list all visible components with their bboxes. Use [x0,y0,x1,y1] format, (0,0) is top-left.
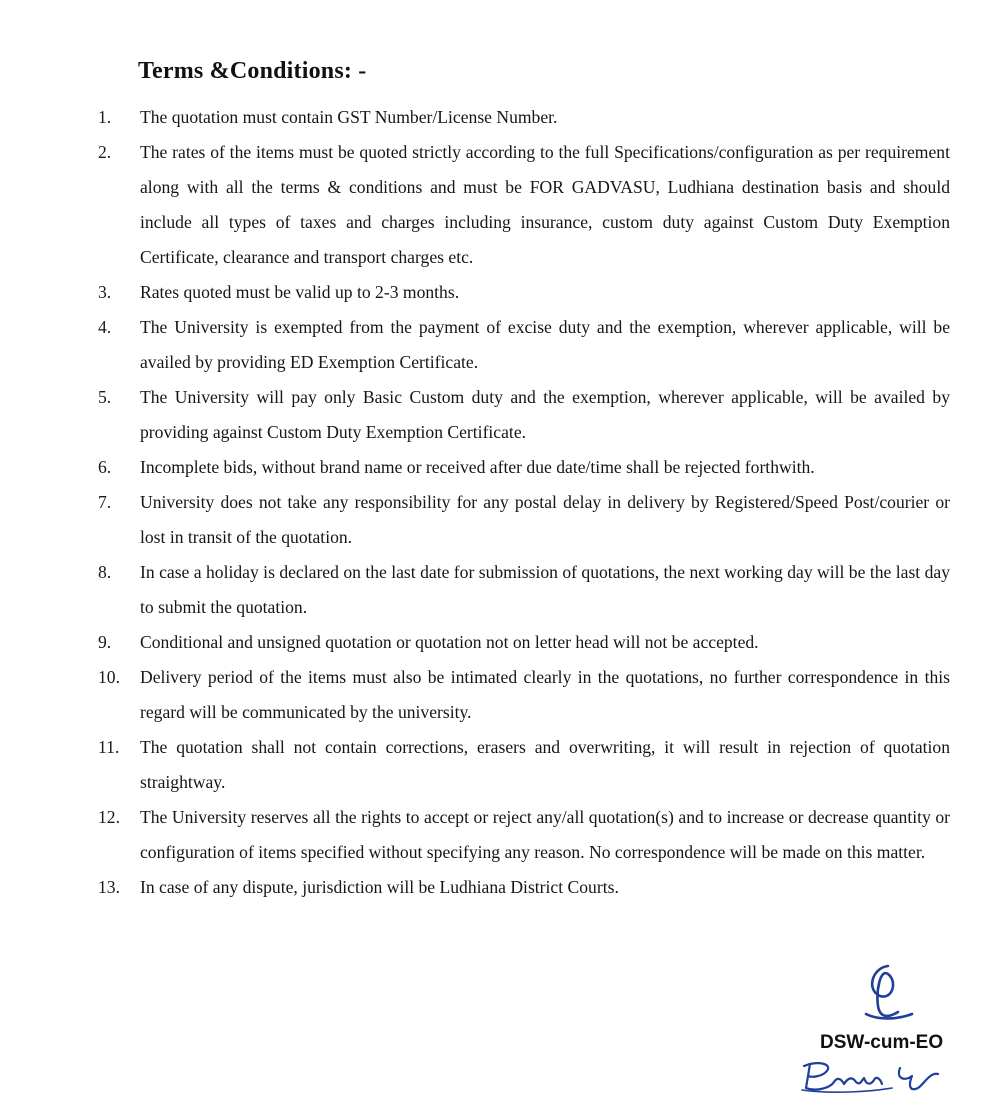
signature-mark [858,962,918,1024]
term-number: 8. [98,562,112,582]
term-text: The University is exempted from the payment of excise duty and the exemption, wherever applicable, will be availed by providing ED Exemption Certificate. [140,317,950,372]
terms-list [98,100,950,905]
term-number: 3. [98,282,112,302]
term-item [98,625,950,660]
term-number: 9. [98,632,112,652]
handwritten-signature [800,1058,950,1094]
term-number: 7. [98,492,112,512]
term-text: The University reserves all the rights to accept or reject any/all quotation(s) and to increase or decrease quantity or configuration of items specified without specifying any reason. No correspondence will be made on this matter. [140,807,950,862]
term-item [98,555,950,625]
term-number: 1. [98,107,112,127]
term-text: The quotation must contain GST Number/License Number. [140,107,558,127]
term-item [98,660,950,730]
term-item [98,485,950,555]
term-text: The rates of the items must be quoted strictly according to the full Specifications/configuration as per requirement along with all the terms & conditions and must be FOR GADVASU, Ludhiana destination basis and should include all types of taxes and charges including insurance, custom duty against Custom Duty Exemption Certificate, clearance and transport charges etc. [140,142,950,267]
term-number: 4. [98,317,112,337]
term-number: 13. [98,877,120,897]
term-item [98,800,950,870]
term-number: 11. [98,737,120,757]
term-text: Conditional and unsigned quotation or quotation not on letter head will not be accepted. [140,632,759,652]
term-text: The University will pay only Basic Custom duty and the exemption, wherever applicable, will be availed by providing against Custom Duty Exemption Certificate. [140,387,950,442]
term-item [98,275,950,310]
term-item [98,380,950,450]
term-item [98,870,950,905]
term-number: 12. [98,807,120,827]
term-text: In case a holiday is declared on the last date for submission of quotations, the next working day will be the last day to submit the quotation. [140,562,950,617]
term-text: Incomplete bids, without brand name or received after due date/time shall be rejected forthwith. [140,457,815,477]
page-title: Terms &Conditions: - [138,58,367,84]
term-item [98,135,950,275]
term-text: University does not take any responsibility for any postal delay in delivery by Registered/Speed Post/courier or lost in transit of the quotation. [140,492,950,547]
term-text: The quotation shall not contain corrections, erasers and overwriting, it will result in rejection of quotation straightway. [140,737,950,792]
term-item [98,100,950,135]
term-item [98,310,950,380]
term-text: Delivery period of the items must also be intimated clearly in the quotations, no further correspondence in this regard will be communicated by the university. [140,667,950,722]
term-text: In case of any dispute, jurisdiction will be Ludhiana District Courts. [140,877,619,897]
term-number: 2. [98,142,112,162]
term-item [98,730,950,800]
designation-label: DSW-cum-EO [820,1032,944,1053]
term-number: 10. [98,667,120,687]
term-number: 6. [98,457,112,477]
term-text: Rates quoted must be valid up to 2-3 months. [140,282,460,302]
term-item [98,450,950,485]
term-number: 5. [98,387,112,407]
